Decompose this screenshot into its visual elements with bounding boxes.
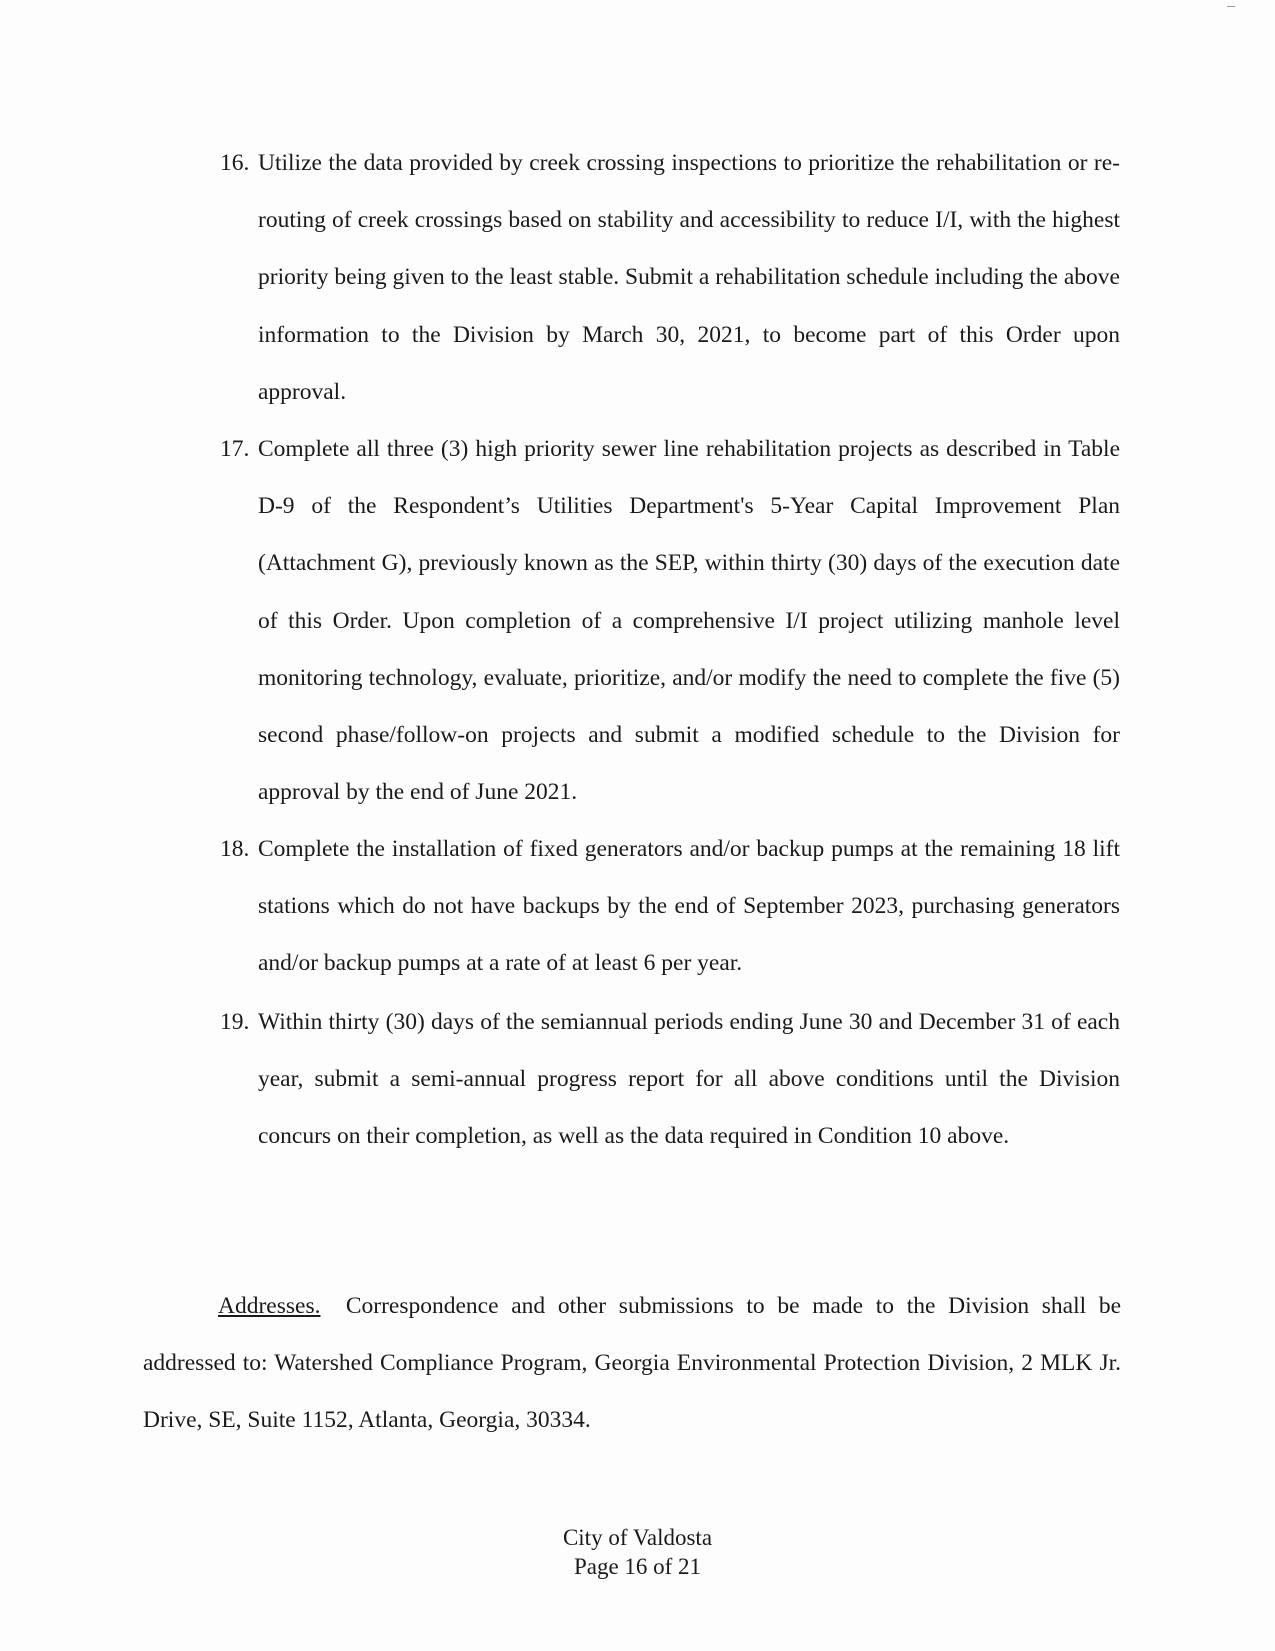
item-number: 17. xyxy=(220,436,250,462)
footer-entity: City of Valdosta xyxy=(562,1525,713,1550)
scan-artifact xyxy=(1227,6,1235,7)
page-number: Page 16 of 21 xyxy=(573,1554,702,1579)
condition-item-18 xyxy=(220,821,1120,993)
addresses-paragraph xyxy=(143,1278,1121,1450)
item-text: Complete the installation of fixed generators and/or backup pumps at the remaining 18 lift stations which do not have backups by the end of September 2023, purchasing generators and/or backup pumps at a rate of at least 6 per year. xyxy=(258,836,1120,977)
item-text: Complete all three (3) high priority sewer line rehabilitation projects as described in Table D-9 of the Respondent’s Utilities Department's 5-Year Capital Improvement Plan (Attachment G), previously known as the SEP, within thirty (30) days of the execution date of this Order. Upon completion of a comprehensive I/I project utilizing manhole level monitoring technology, evaluate, prioritize, and/or modify the need to complete the five (5) second phase/follow-on projects and submit a modified schedule to the Division for approval by the end of June 2021. xyxy=(258,436,1120,806)
addresses-text: Correspondence and other submissions to be made to the Division shall be addressed to: Watershed Compliance Program, Georgia Environmental Protection Division, 2 MLK Jr. Drive, SE, Suite 1152, Atlanta, Georgia, 30334. xyxy=(143,1293,1122,1434)
item-number: 19. xyxy=(220,1009,250,1035)
condition-item-17 xyxy=(220,421,1120,821)
condition-item-16 xyxy=(220,135,1120,421)
item-number: 18. xyxy=(220,836,250,862)
condition-item-19 xyxy=(220,994,1120,1166)
item-number: 16. xyxy=(220,150,250,176)
page-footer xyxy=(0,1523,1275,1581)
item-text: Within thirty (30) days of the semiannual periods ending June 30 and December 31 of each year, submit a semi-annual progress report for all above conditions until the Division concurs on their completion, as well as the data required in Condition 10 above. xyxy=(258,1009,1120,1150)
item-text: Utilize the data provided by creek crossing inspections to prioritize the rehabilitation or re-routing of creek crossings based on stability and accessibility to reduce I/I, with the highest priority being given to the least stable. Submit a rehabilitation schedule including the above information to the Division by March 30, 2021, to become part of this Order upon approval. xyxy=(258,150,1120,405)
addresses-heading: Addresses. xyxy=(218,1293,321,1319)
